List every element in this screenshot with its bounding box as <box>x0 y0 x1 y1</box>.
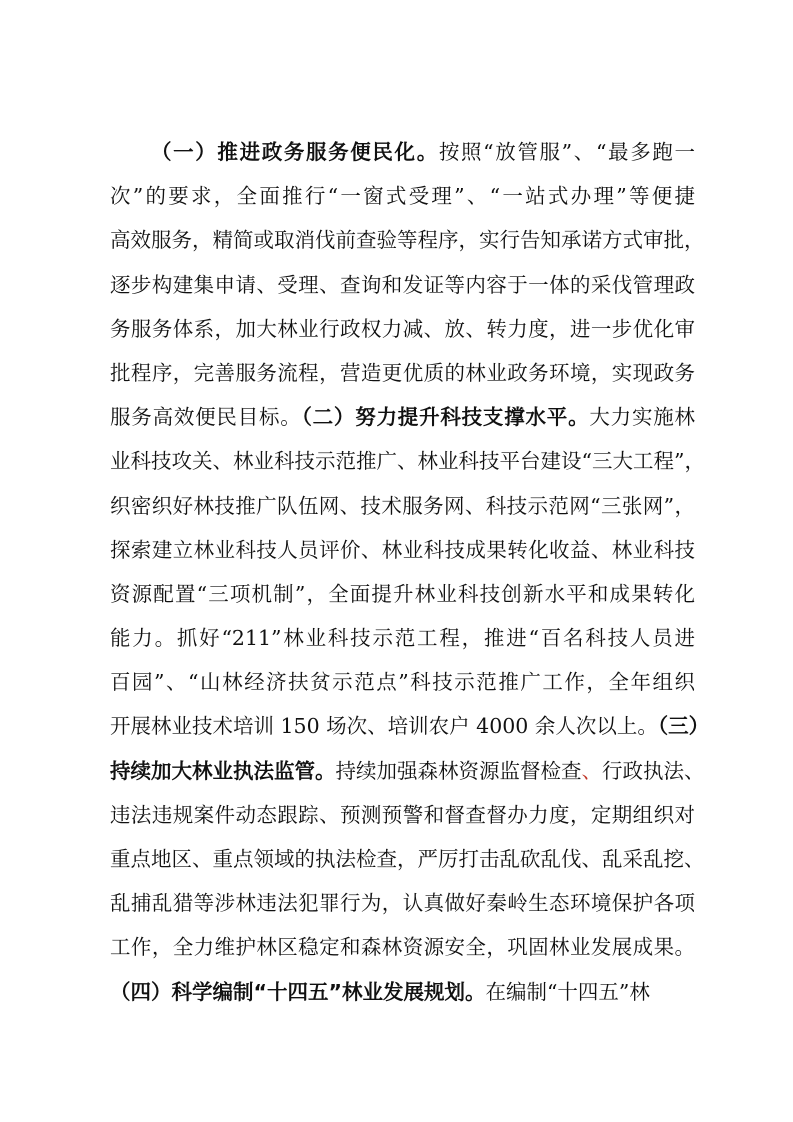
section-heading: （一）推进政务服务便民化。 <box>151 140 439 164</box>
body-text-run: 业科技攻关、林业科技示范推广、林业科技平台建设“三大工程”， <box>110 449 705 474</box>
text-line <box>110 793 695 837</box>
body-text-run: 工作，全力维护林区稳定和森林资源安全，巩固林业发展成果。 <box>110 935 695 960</box>
text-line <box>110 218 705 262</box>
body-text-run: 逐步构建集申请、受理、查询和发证等内容于一体的采伐管理政 <box>110 272 695 297</box>
body-text-run: 织密织好林技推广队伍网、技术服务网、科技示范网“三张网”， <box>110 493 695 518</box>
body-text-run: 大力实施林 <box>589 405 696 430</box>
body-text-run: 服务高效便民目标。 <box>110 405 302 430</box>
body-text-run: 乱捕乱猎等涉林违法犯罪行为，认真做好秦岭生态环境保护各项 <box>110 891 695 916</box>
text-line <box>110 307 695 351</box>
body-text-run: 行政执法、 <box>602 758 705 783</box>
body-text <box>110 130 710 1014</box>
body-text-run: 百园”、“山林经济扶贫示范点”科技示范推广工作，全年组织 <box>110 670 695 695</box>
text-line <box>110 837 705 881</box>
body-text-run: 、 <box>581 758 602 783</box>
body-text-run: 资源配置“三项机制”，全面提升林业科技创新水平和成果转化 <box>110 581 695 606</box>
section-heading: （三） <box>657 714 710 739</box>
section-heading: （四）科学编制“十四五”林业发展规划。 <box>110 979 486 1004</box>
text-line <box>110 925 695 969</box>
section-heading: 持续加大林业执法监管。 <box>110 758 336 783</box>
body-text-run: 重点地区、重点领域的执法检查，严厉打击乱砍乱伐、乱采乱挖、 <box>110 847 705 871</box>
text-line <box>110 881 695 925</box>
body-text-run: 持续加强森林资源监督检查 <box>335 758 582 783</box>
text-line <box>110 351 695 395</box>
text-line <box>110 749 705 793</box>
text-line <box>110 174 695 218</box>
text-line <box>110 528 695 572</box>
body-text-run: 在编制“十四五”林 <box>485 979 650 1004</box>
body-text-run: 高效服务，精简或取消伐前查验等程序，实行告知承诺方式审批， <box>110 228 705 253</box>
text-line <box>110 484 695 528</box>
text-line <box>110 263 695 307</box>
text-line <box>110 572 695 616</box>
body-text-run: 次”的要求，全面推行“一窗式受理”、“一站式办理”等便捷 <box>110 184 695 209</box>
body-text-run: 按照“放管服”、“最多跑一 <box>438 140 695 164</box>
text-line <box>110 660 695 704</box>
body-text-run: 能力。抓好“211”林业科技示范工程，推进“百名科技人员进 <box>110 626 695 651</box>
body-text-run: 探索建立林业科技人员评价、林业科技成果转化收益、林业科技 <box>110 537 695 562</box>
text-line <box>110 970 695 1014</box>
text-line <box>110 704 710 748</box>
body-text-run: 务服务体系，加大林业行政权力减、放、转力度，进一步优化审 <box>110 316 695 341</box>
text-line <box>110 439 705 483</box>
body-text-run: 批程序，完善服务流程，营造更优质的林业政务环境，实现政务 <box>110 360 695 385</box>
section-heading: （二）努力提升科技支撑水平。 <box>301 405 590 430</box>
text-line <box>110 130 695 174</box>
body-text-run: 开展林业技术培训 150 场次、培训农户 4000 余人次以上。 <box>110 714 658 739</box>
body-text-run: 违法违规案件动态跟踪、预测预警和督查督办力度，定期组织对 <box>110 802 695 827</box>
text-line <box>110 616 695 660</box>
text-line <box>110 395 695 439</box>
